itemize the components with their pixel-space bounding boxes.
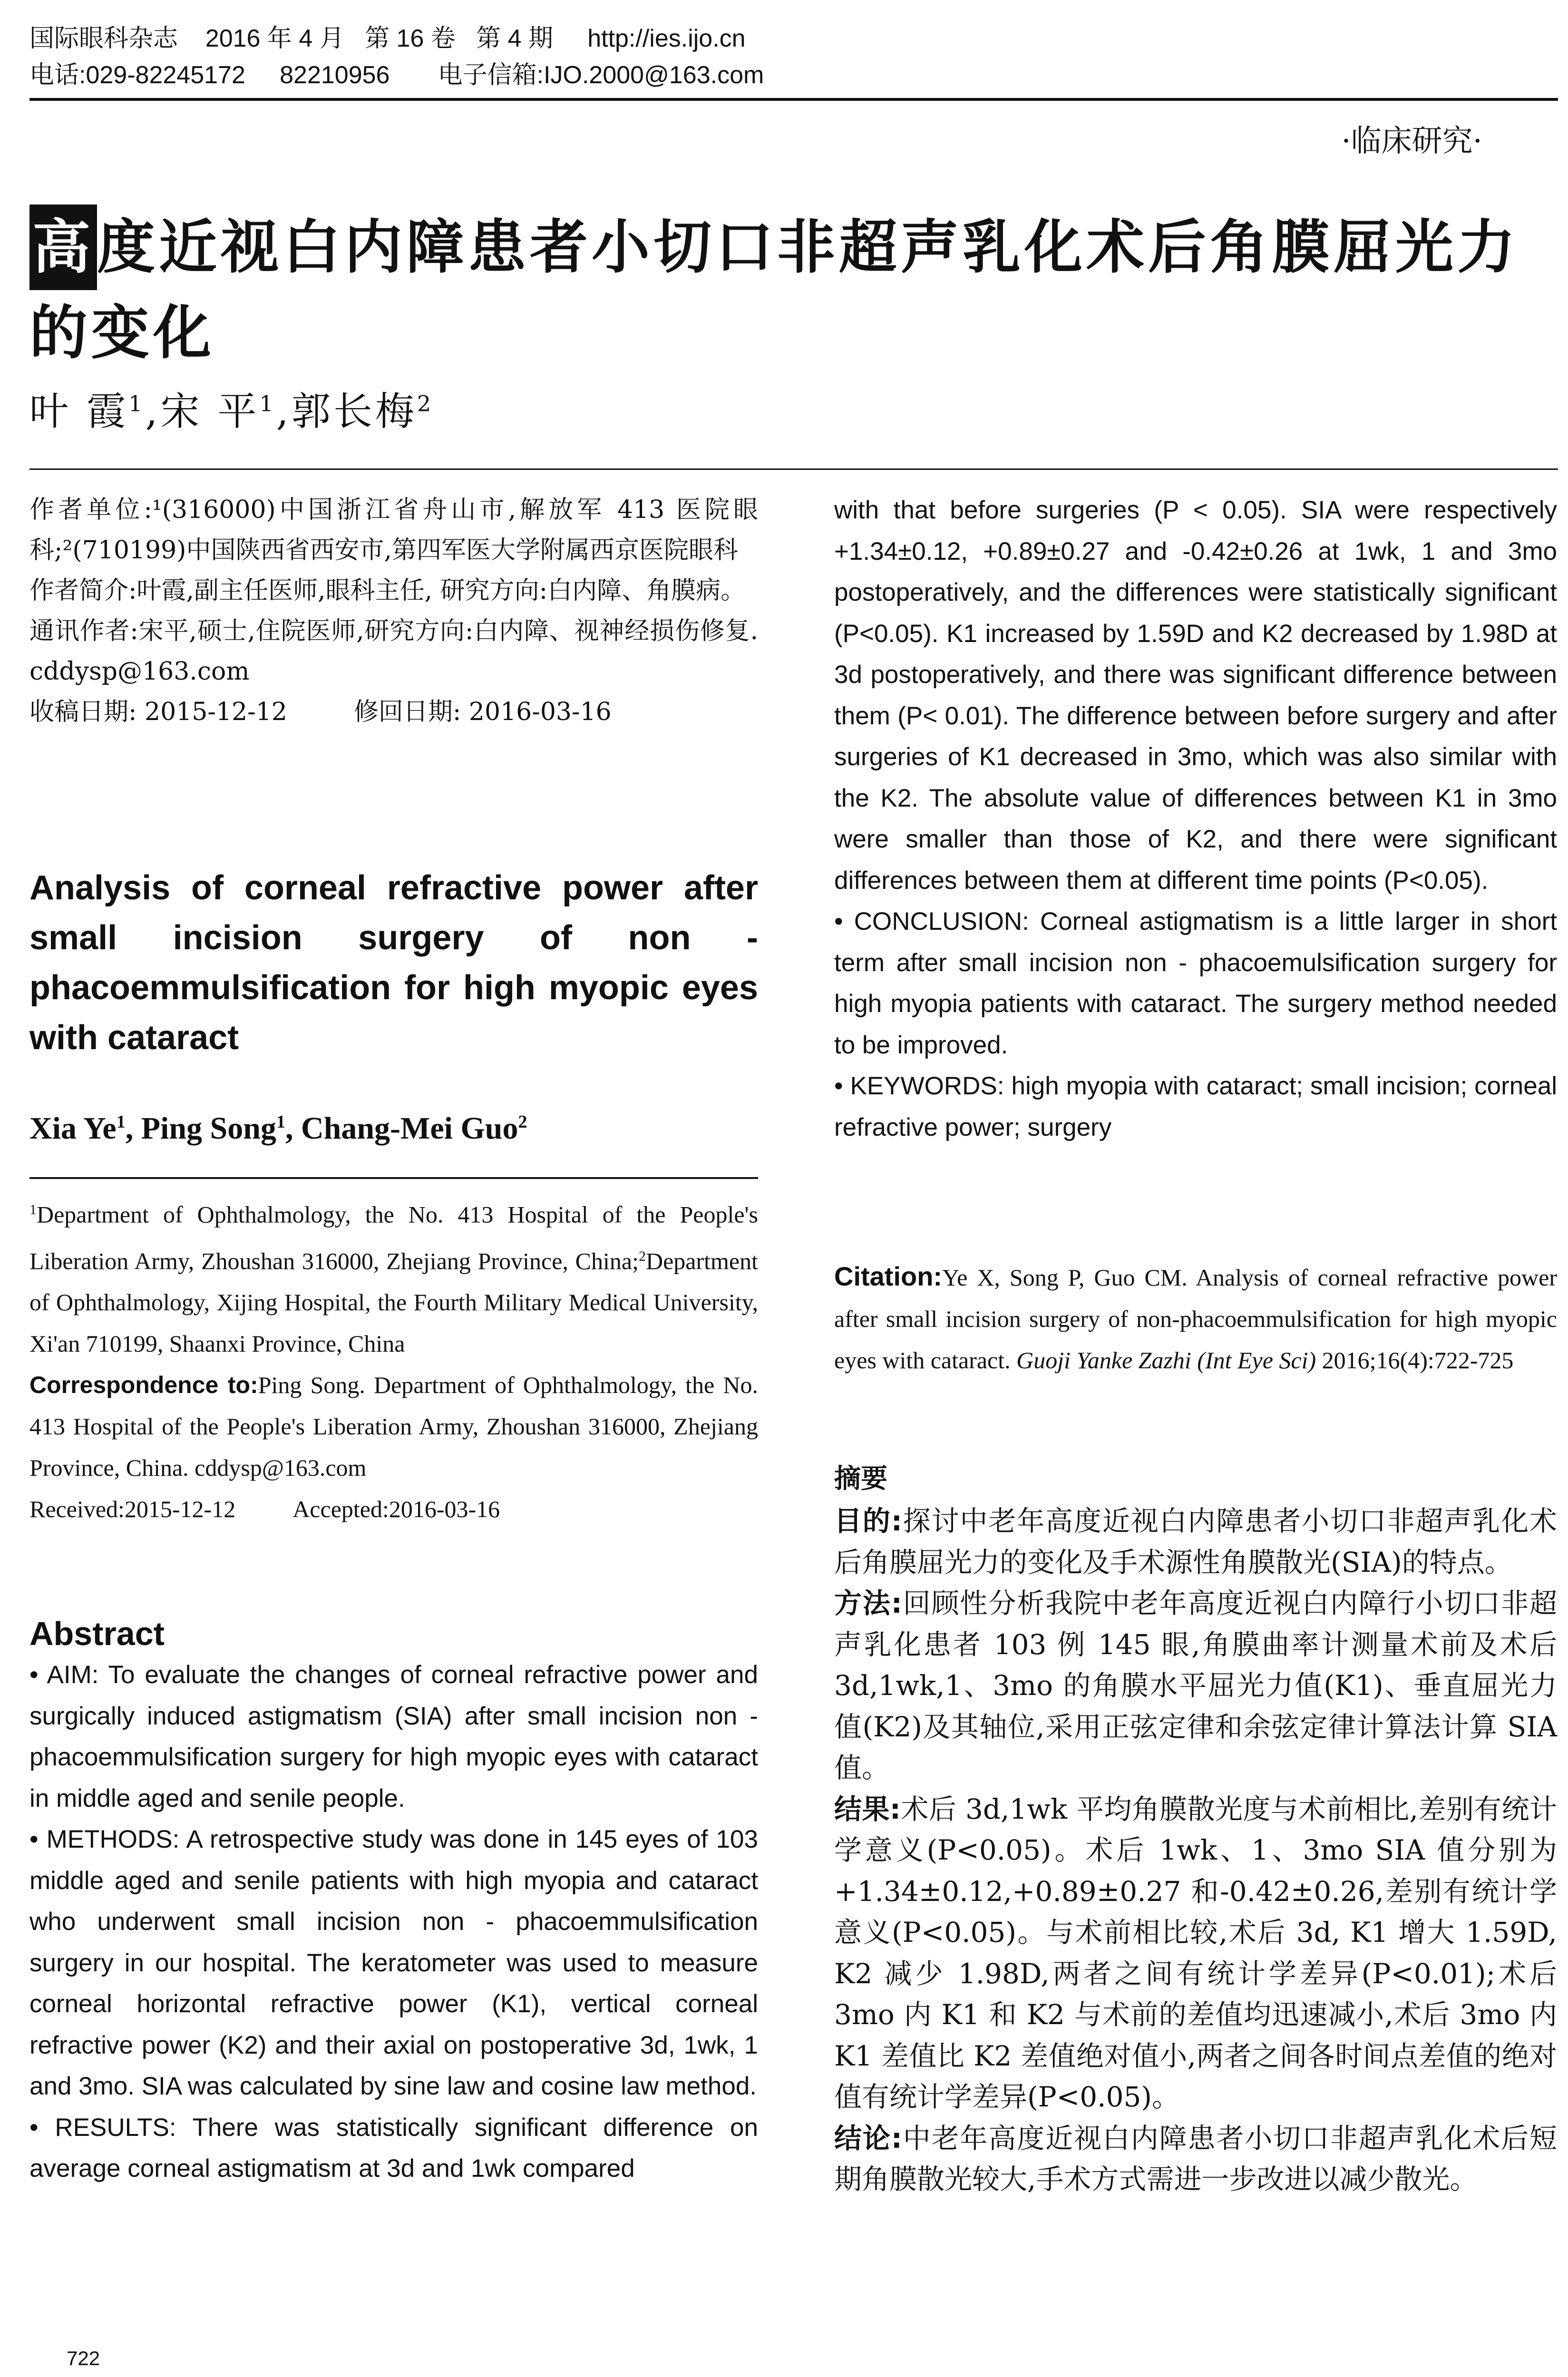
zh-results-text: 术后 3d,1wk 平均角膜散光度与术前相比,差别有统计学意义(P<0.05)。术后 1wk、1、3mo SIA 值分别为+1.34±0.12,+0.89±0.27 和-0.42±0.26,差别有统计学意义(P<0.05)。与术前相比较,术后 3d, K1 增大 1.59D, K2 减少 1.98D,两者之间有统计学差异(P<0.01);术后 3mo 内 K1 和 K2 与术前的差值均迅速减小,术后 3mo 内 K1 差值比 K2 差值绝对值小,两者之间各时间点差值的绝对值有统计学差异(P<0.05)。	[834, 1792, 1557, 2113]
header-rule	[29, 98, 1558, 101]
zh-conclusion-label: 结论:	[834, 2122, 902, 2154]
affiliation-text	[29, 1189, 758, 1364]
cn-info-block	[29, 490, 758, 732]
en-author-3: Chang-Mei Guo	[301, 1111, 518, 1146]
cn-author-1-sup: 1	[128, 390, 146, 417]
abstract-keywords: • KEYWORDS: high myopia with cataract; small incision; corneal refractive power; surgery	[834, 1072, 1557, 1141]
en-accepted: Accepted:2016-03-16	[292, 1496, 500, 1523]
aff-sup-1: 1	[29, 1202, 37, 1218]
citation-block	[834, 1256, 1557, 1381]
journal-header-line1: 国际眼科杂志 2016 年 4 月 第 16 卷 第 4 期 http://ies.ijo.cn	[29, 25, 746, 52]
affiliation-rule	[29, 1177, 758, 1179]
zh-results-label: 结果:	[834, 1792, 901, 1825]
cn-author-3-sup: 2	[417, 390, 434, 417]
citation-journal: Guoji Yanke Zazhi (Int Eye Sci)	[1016, 1347, 1316, 1374]
zh-methods-text: 回顾性分析我院中老年高度近视白内障行小切口非超声乳化患者 103 例 145 眼,角膜曲率计测量术前及术后 3d,1wk,1、3mo 的角膜水平屈光力值(K1)、垂直屈光力值(K2)及其轴位,采用正弦定律和余弦定律计算法计算 SIA 值。	[834, 1587, 1557, 1784]
zh-aim-label: 目的:	[834, 1505, 902, 1537]
zh-results	[834, 1789, 1557, 2118]
citation-text: Ye X, Song P, Guo CM. Analysis of corneal refractive power after small incision surgery of non-phacoemmulsification for high myopic eyes with cataract.	[834, 1264, 1557, 1374]
en-author-2: Ping Song	[141, 1111, 276, 1146]
abstract-methods: • METHODS: A retrospective study was done in 145 eyes of 103 middle aged and senile patients with high myopia and cataract who underwent small incision non - phacoemmulsification surgery in our hospital. The keratometer was used to measure corneal horizontal refractive power (K1), vertical corneal refractive power (K2) and their axial on postoperative 3d, 1wk, 1 and 3mo. SIA was calculated by sine law and cosine law method.	[29, 1825, 758, 2100]
abstract-en	[29, 1615, 758, 2190]
en-authors: Xia Ye$^1$, Ping Song$^1$, Chang-Mei Guo$^2$	[29, 1111, 527, 1146]
aff-part-2: Department of Ophthalmology, Xijing Hospital, the Fourth Military Medical University, Xi'an 710199, Shaanxi Province, China	[29, 1247, 758, 1357]
en-author-3-sup: 2	[518, 1112, 527, 1132]
correspondence-text: Ping Song. Department of Ophthalmology, the No. 413 Hospital of the People's Liberation Army, Zhoushan 316000, Zhejiang Province, China. cddysp@163.com	[29, 1372, 758, 1481]
citation-tail: 2016;16(4):722-725	[1322, 1347, 1514, 1374]
cn-received: 收稿日期: 2015-12-12	[29, 698, 287, 726]
en-author-2-sup: 1	[276, 1112, 285, 1132]
cn-unit: 作者单位:¹(316000)中国浙江省舟山市,解放军 413 医院眼科;²(710199)中国陕西省西安市,第四军医大学附属西京医院眼科	[29, 496, 758, 565]
section-tag: ·临床研究·	[1341, 124, 1482, 159]
abstract-en-cont	[834, 490, 1557, 1148]
cn-dates	[29, 692, 758, 732]
journal-header-line2: 电话:029-82245172 82210956 电子信箱:IJO.2000@163.com	[29, 61, 764, 89]
en-dates	[29, 1489, 758, 1530]
correspondence	[29, 1364, 758, 1489]
cn-authors: 叶 霞$^1$,宋 平$^1$,郭长梅$^2$	[29, 389, 434, 434]
zh-conclusion	[834, 2118, 1557, 2200]
zh-methods-label: 方法:	[834, 1587, 902, 1619]
en-received: Received:2015-12-12	[29, 1496, 236, 1523]
cn-revised: 修回日期: 2016-03-16	[353, 698, 612, 726]
abstract-conclusion: • CONCLUSION: Corneal astigmatism is a little larger in short term after small incision non - phacoemulsification surgery for high myopia patients with cataract. The surgery method needed to be improved.	[834, 907, 1557, 1059]
citation-label: Citation:	[834, 1261, 943, 1291]
cn-corr: 通讯作者:宋平,硕士,住院医师,研究方向:白内障、视神经损伤修复. cddysp@163.com	[29, 617, 758, 686]
zh-methods	[834, 1583, 1557, 1789]
article-title-cn	[29, 205, 1551, 376]
aff-sup-2: 2	[638, 1248, 646, 1264]
page-number: 722	[67, 2347, 100, 2369]
abstract-results-cont: with that before surgeries (P < 0.05). SIA were respectively +1.34±0.12, +0.89±0.27 and -0.42±0.26 at 1wk, 1 and 3mo postoperatively, and the differences were statistically significant (P<0.05). K1 increased by 1.59D and K2 decreased by 1.98D at 3d postoperatively, and there was significant difference between them (P< 0.01). The difference between before surgery and after surgeries of K1 decreased in 3mo, which was also similar with the K2. The absolute value of differences between K1 in 3mo were smaller than those of K2, and there were significant differences between them at different time points (P<0.05).	[834, 496, 1557, 895]
title-first-char: 高	[29, 205, 97, 290]
abstract-aim: • AIM: To evaluate the changes of corneal refractive power and surgically induced astigmatism (SIA) after small incision non - phacoemmulsification surgery for high myopic eyes with cataract in middle aged and senile people.	[29, 1661, 758, 1812]
zh-aim-text: 探讨中老年高度近视白内障患者小切口非超声乳化术后角膜屈光力的变化及手术源性角膜散光(SIA)的特点。	[834, 1505, 1557, 1578]
affiliation-block	[29, 1189, 758, 1530]
cn-author-3: 郭长梅	[291, 389, 417, 434]
en-author-1: Xia Ye	[29, 1111, 117, 1146]
cn-author-2-sup: 1	[259, 390, 276, 417]
abstract-zh	[834, 1458, 1557, 2200]
zh-conclusion-text: 中老年高度近视白内障患者小切口非超声乳化术后短期角膜散光较大,手术方式需进一步改进以减少散光。	[834, 2122, 1557, 2195]
cn-bio: 作者简介:叶霞,副主任医师,眼科主任, 研究方向:白内障、角膜病。	[29, 576, 746, 605]
cn-author-2: 宋 平	[160, 389, 260, 434]
zh-aim	[834, 1500, 1557, 1583]
abstract-results-start: • RESULTS: There was statistically significant difference on average corneal astigmatism at 3d and 1wk compared	[29, 2113, 758, 2182]
correspondence-label: Correspondence to:	[29, 1372, 258, 1399]
zh-abstract-heading: 摘要	[834, 1463, 887, 1494]
title-rest: 度近视白内障患者小切口非超声乳化术后角膜屈光力的变化	[29, 214, 1519, 367]
en-author-1-sup: 1	[116, 1112, 126, 1132]
abstract-heading: Abstract	[29, 1615, 165, 1652]
aff-part-1: Department of Ophthalmology, the No. 413 Hospital of the People's Liberation Army, Zhoushan 316000, Zhejiang Province, China;	[29, 1201, 758, 1275]
article-title-en: Analysis of corneal refractive power after small incision surgery of non - phacoemmulsification for high myopic eyes with cataract	[29, 869, 758, 1057]
cn-author-1: 叶 霞	[29, 389, 129, 434]
authors-rule	[29, 468, 1558, 470]
